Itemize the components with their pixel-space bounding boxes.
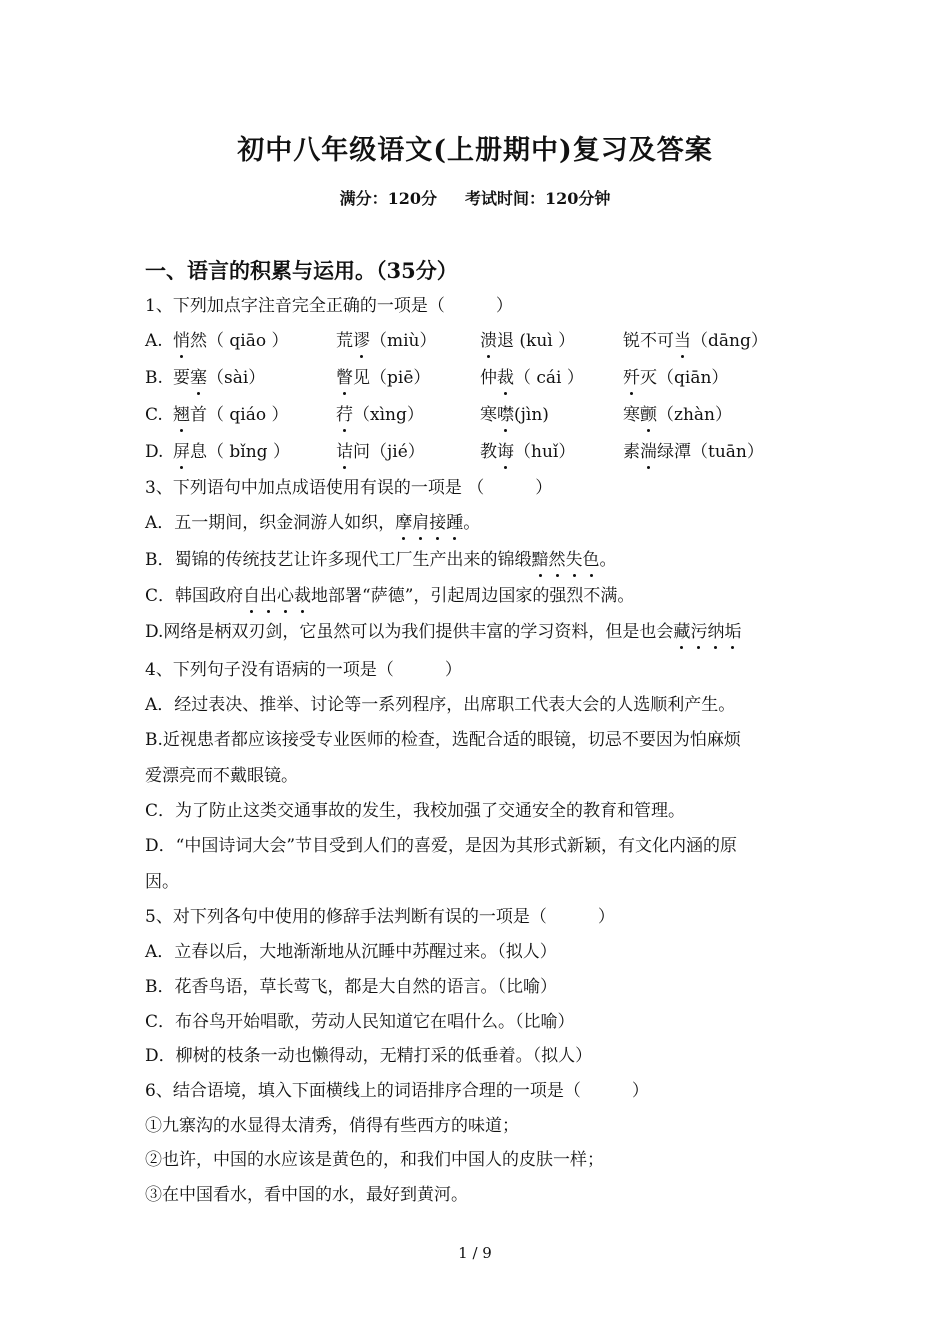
option-item: 要塞（sài） <box>173 368 266 388</box>
question-4-option-d: D．“中国诗词大会”节目受到人们的喜爱，是因为其形式新颖，有文化内涵的原 <box>145 836 738 856</box>
option-item: 悄然（ qiāo ） <box>173 331 289 351</box>
option-item: 溃退 (kuì ） <box>480 331 576 351</box>
question-3-stem: 3、下列语句中加点成语使用有误的一项是 （ ） <box>145 478 553 498</box>
option-item: 屏息（ bǐng ） <box>173 442 290 462</box>
option-label: B. <box>145 368 163 388</box>
exam-meta <box>0 186 950 209</box>
option-item: 翘首（ qiáo ） <box>173 405 289 425</box>
option-item: 素湍绿潭（tuān） <box>623 442 764 462</box>
question-3-option-d: D.网络是柄双刃剑，它虽然可以为我们提供丰富的学习资料，但是也会藏污纳垢 <box>145 622 742 642</box>
full-score: 满分：120分 <box>339 189 437 208</box>
question-5-option-b: B．花香鸟语，草长莺飞，都是大自然的语言。（比喻） <box>145 977 557 997</box>
page-number: 1 / 9 <box>458 1244 492 1262</box>
question-4-option-c: C．为了防止这类交通事故的发生，我校加强了交通安全的教育和管理。 <box>145 801 686 821</box>
question-4-option-d-cont: 因。 <box>145 872 179 892</box>
option-item: 寒噤(jìn) <box>480 405 549 425</box>
option-label: D. <box>145 442 164 462</box>
section-heading: 一、语言的积累与运用。（35分） <box>145 258 458 283</box>
question-6-stem: 6、结合语境，填入下面横线上的词语排序合理的一项是（ ） <box>145 1081 649 1101</box>
question-3-option-a: A．五一期间，织金洞游人如织，摩肩接踵。 <box>145 513 481 533</box>
question-4-option-b-cont: 爱漂亮而不戴眼镜。 <box>145 766 298 786</box>
exam-time: 考试时间：120分钟 <box>465 189 611 208</box>
page-title: 初中八年级语文(上册期中)复习及答案 <box>237 135 713 166</box>
question-4-option-a: A．经过表决、推举、讨论等一系列程序，出席职工代表大会的人选顺利产生。 <box>145 695 736 715</box>
question-5-option-a: A．立春以后，大地渐渐地从沉睡中苏醒过来。（拟人） <box>145 942 557 962</box>
option-item: 荇（xìng） <box>336 405 424 425</box>
question-5-option-d: D．柳树的枝条一动也懒得动，无精打采的低垂着。（拟人） <box>145 1046 593 1066</box>
option-item: 荒谬（miù） <box>336 331 437 351</box>
option-item: 教诲（huǐ） <box>480 442 576 462</box>
option-item: 瞥见（piē） <box>336 368 431 388</box>
question-5-option-c: C．布谷鸟开始唱歌，劳动人民知道它在唱什么。（比喻） <box>145 1012 575 1032</box>
question-1-stem: 1、下列加点字注音完全正确的一项是（ ） <box>145 296 513 316</box>
option-item: 锐不可当（dāng） <box>623 331 768 351</box>
question-6-sentence-2: ②也许，中国的水应该是黄色的，和我们中国人的皮肤一样； <box>145 1150 604 1170</box>
question-3-option-b: B．蜀锦的传统技艺让许多现代工厂生产出来的锦缎黯然失色。 <box>145 550 617 570</box>
question-6-sentence-1: ①九寨沟的水显得太清秀，俏得有些西方的味道； <box>145 1116 519 1136</box>
question-3-option-c: C．韩国政府自出心裁地部署“萨德”，引起周边国家的强烈不满。 <box>145 586 635 606</box>
question-4-option-b: B.近视患者都应该接受专业医师的检查，选配合适的眼镜，切忌不要因为怕麻烦 <box>145 730 741 750</box>
option-label: C. <box>145 405 163 425</box>
option-label: A. <box>145 331 163 351</box>
question-4-stem: 4、下列句子没有语病的一项是（ ） <box>145 660 462 680</box>
option-item: 诘问（jié） <box>336 442 425 462</box>
option-item: 寒颤（zhàn） <box>623 405 732 425</box>
option-item: 仲裁（ cái ） <box>480 368 584 388</box>
option-item: 歼灭（qiān） <box>623 368 729 388</box>
question-6-sentence-3: ③在中国看水，看中国的水，最好到黄河。 <box>145 1185 468 1205</box>
question-5-stem: 5、对下列各句中使用的修辞手法判断有误的一项是（ ） <box>145 907 615 927</box>
